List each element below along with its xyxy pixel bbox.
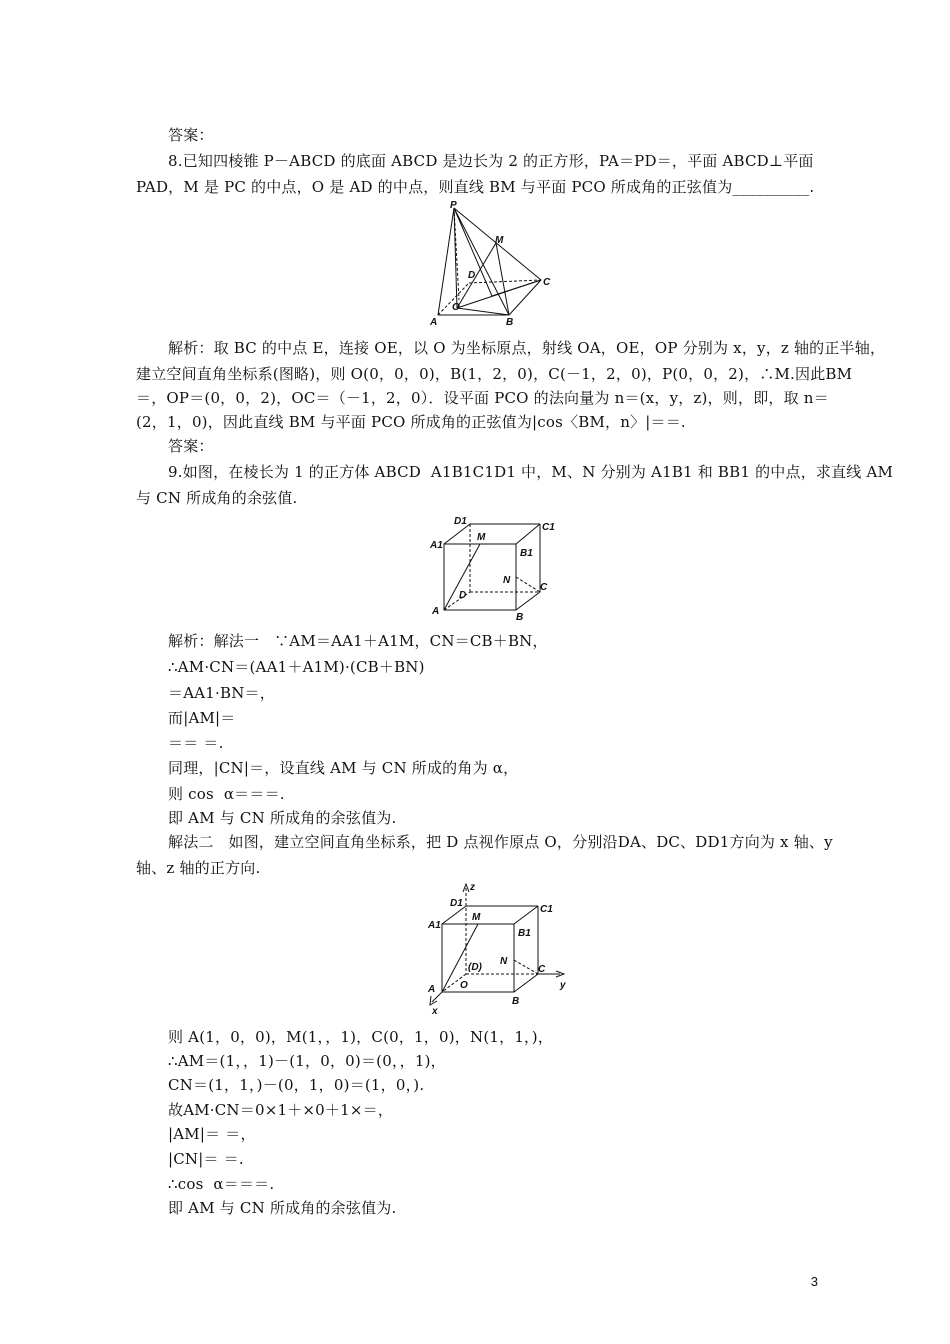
- solution-9-line-3: ＝AA1·BN＝，: [168, 684, 275, 702]
- solution-8-line-1: 解析：取 BC 的中点 E，连接 OE，以 O 为坐标原点，射线 OA，OE，OP 分别为 x，y，z 轴的正半轴，: [168, 339, 886, 357]
- fig3-label-y: y: [560, 980, 566, 991]
- fig1-label-d: D: [468, 270, 476, 281]
- solution-9-method2-line-6: 故AM·CN＝0×1＋×0＋1×＝，: [168, 1101, 394, 1119]
- solution-9-line-5: ＝＝ ＝.: [168, 734, 224, 752]
- fig1-label-a: A: [430, 317, 438, 328]
- solution-9-line-2: ∴AM·CN＝(AA1＋A1M)·(CB＋BN): [168, 658, 425, 676]
- problem-8-line-2: PAD，M 是 PC 的中点，O 是 AD 的中点，则直线 BM 与平面 PCO 所成角的正弦值为__________.: [136, 178, 815, 196]
- fig3-label-z: z: [470, 882, 475, 893]
- solution-8-line-4: (2，1，0)，因此直线 BM 与平面 PCO 所成角的正弦值为|cos〈BM，n〉|＝＝.: [136, 413, 686, 431]
- solution-9-method2-line-8: |CN|＝ ＝.: [168, 1150, 244, 1168]
- fig3-label-c: C: [538, 964, 546, 975]
- fig3-label-a: A: [428, 984, 436, 995]
- solution-9-method2-line-1: 解法二 如图，建立空间直角坐标系，把 D 点视作原点 O，分别沿DA、DC、DD1方向为 x 轴、y: [168, 833, 833, 851]
- fig2-label-d1: D1: [454, 516, 467, 527]
- fig1-label-o: O: [452, 302, 460, 313]
- solution-9-line-7: 则 cos α＝＝＝.: [168, 785, 285, 803]
- page-number: 3: [810, 1274, 818, 1289]
- fig2-label-b1: B1: [520, 548, 533, 559]
- solution-9-method2-line-10: 即 AM 与 CN 所成角的余弦值为.: [168, 1199, 397, 1217]
- figure-cube-coordinates: [424, 880, 574, 1020]
- fig3-label-d1: D1: [450, 898, 463, 909]
- problem-9-line-2: 与 CN 所成角的余弦值.: [136, 489, 298, 507]
- fig3-label-b: B: [512, 996, 520, 1007]
- solution-9-line-8: 即 AM 与 CN 所成角的余弦值为.: [168, 809, 397, 827]
- fig3-label-c1: C1: [540, 904, 553, 915]
- fig1-label-m: M: [495, 235, 504, 246]
- fig2-label-n: N: [503, 575, 511, 586]
- fig2-label-b: B: [516, 612, 524, 620]
- solution-9-method2-line-9: ∴cos α＝＝＝.: [168, 1175, 275, 1193]
- fig3-label-d: (D): [468, 962, 482, 973]
- solution-9-method2-line-5: CN＝(1，1，)－(0，1，0)＝(1，0，).: [168, 1076, 425, 1094]
- problem-8-line-1: 8.已知四棱锥 P－ABCD 的底面 ABCD 是边长为 2 的正方形，PA＝PD＝，平面 ABCD⊥平面: [168, 152, 814, 170]
- solution-8-line-3: ＝，OP＝(0，0，2)，OC＝（－1，2，0）．设平面 PCO 的法向量为 n＝(x，y，z)，则，即，取 n＝: [136, 389, 829, 407]
- fig3-label-x: x: [432, 1006, 438, 1017]
- solution-9-method2-line-2: 轴、z 轴的正方向.: [136, 859, 261, 877]
- solution-9-line-1: 解析：解法一 ∵AM＝AA1＋A1M，CN＝CB＋BN，: [168, 632, 548, 650]
- fig1-label-c: C: [543, 277, 551, 288]
- fig2-label-d: D: [459, 590, 467, 601]
- fig2-label-c: C: [540, 582, 548, 593]
- fig3-label-m: M: [472, 912, 481, 923]
- solution-9-method2-line-3: 则 A(1，0，0)，M(1，，1)，C(0，1，0)，N(1，1，)，: [168, 1028, 554, 1046]
- fig2-label-m: M: [477, 532, 486, 543]
- answer-label-1: 答案：: [168, 126, 214, 144]
- fig3-label-a1: A1: [428, 920, 441, 931]
- figure-pyramid: [424, 198, 564, 330]
- fig3-label-b1: B1: [518, 928, 531, 939]
- answer-label-2: 答案：: [168, 437, 214, 455]
- fig3-label-o: O: [460, 980, 468, 991]
- solution-9-method2-line-4: ∴AM＝(1，，1)－(1，0，0)＝(0，，1)，: [168, 1052, 446, 1070]
- solution-9-line-4: 而|AM|＝: [168, 709, 236, 727]
- solution-9-line-6: 同理，|CN|＝，设直线 AM 与 CN 所成的角为 α，: [168, 759, 519, 777]
- fig2-label-c1: C1: [542, 522, 555, 533]
- fig1-label-p: P: [450, 200, 457, 211]
- fig3-label-n: N: [500, 956, 508, 967]
- problem-9-line-1: 9.如图，在棱长为 1 的正方体 ABCD A1B1C1D1 中，M、N 分别为 A1B1 和 BB1 的中点，求直线 AM: [168, 463, 894, 481]
- figure-cube: [426, 512, 556, 620]
- fig2-label-a1: A1: [430, 540, 443, 551]
- solution-8-line-2: 建立空间直角坐标系(图略)，则 O(0，0，0)，B(1，2，0)，C(－1，2，0)，P(0，0，2)，∴M.因此BM: [136, 365, 853, 383]
- fig1-label-b: B: [506, 317, 514, 328]
- fig2-label-a: A: [432, 606, 440, 617]
- solution-9-method2-line-7: |AM|＝ ＝，: [168, 1125, 256, 1143]
